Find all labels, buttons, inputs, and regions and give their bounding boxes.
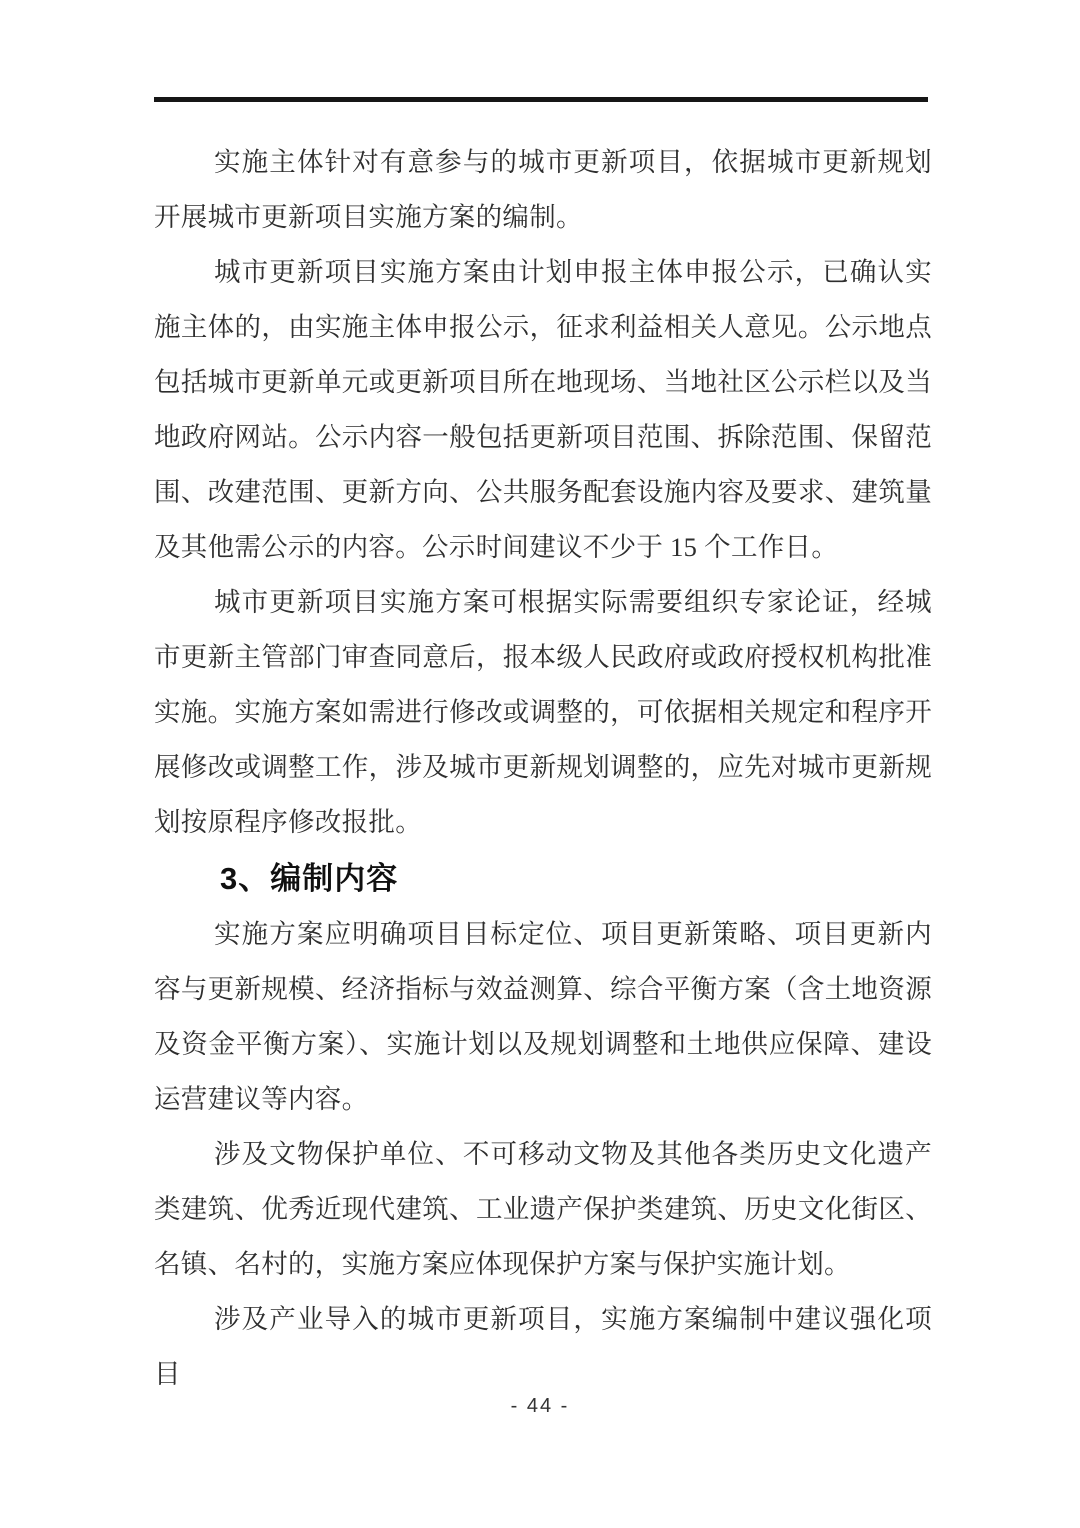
header-rule [154, 97, 928, 102]
section-heading-compilation-content: 3、编制内容 [220, 861, 399, 896]
paragraph-expert-review: 城市更新项目实施方案可根据实际需要组织专家论证，经城市更新主管部门审查同意后，报本级人民政府或政府授权机构批准实施。实施方案如需进行修改或调整的，可依据相关规定和程序开展修改或调整工作，涉及城市更新规划调整的，应先对城市更新规划按原程序修改报批。 [154, 587, 932, 837]
paragraph-public-notice: 城市更新项目实施方案由计划申报主体申报公示，已确认实施主体的，由实施主体申报公示，征求利益相关人意见。公示地点包括城市更新单元或更新项目所在地现场、当地社区公示栏以及当地政府网站。公示内容一般包括更新项目范围、拆除范围、保留范围、改建范围、更新方向、公共服务配套设施内容及要求、建筑量及其他需公示的内容。公示时间建议不少于 15 个工作日。 [154, 257, 932, 562]
paragraph-plan-contents: 实施方案应明确项目目标定位、项目更新策略、项目更新内容与更新规模、经济指标与效益测算、综合平衡方案（含土地资源及资金平衡方案）、实施计划以及规划调整和土地供应保障、建设运营建议等内容。 [154, 919, 932, 1114]
page-number: - 44 - [510, 1395, 570, 1417]
paragraph-implementation-entity: 实施主体针对有意参与的城市更新项目，依据城市更新规划开展城市更新项目实施方案的编制。 [154, 147, 932, 232]
paragraph-industry-introduction: 涉及产业导入的城市更新项目，实施方案编制中建议强化项目 [154, 1304, 932, 1389]
paragraph-heritage-protection: 涉及文物保护单位、不可移动文物及其他各类历史文化遗产类建筑、优秀近现代建筑、工业遗产保护类建筑、历史文化街区、名镇、名村的，实施方案应体现保护方案与保护实施计划。 [154, 1139, 932, 1279]
text-column [154, 0, 932, 1402]
